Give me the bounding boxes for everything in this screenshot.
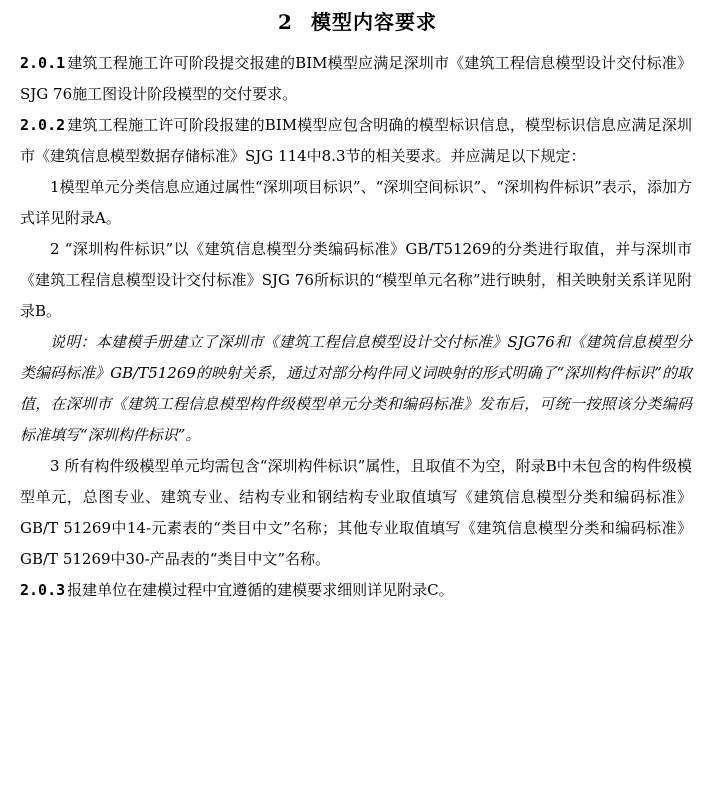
- section-number: 2: [278, 10, 293, 34]
- explanatory-note: 说明：本建模手册建立了深圳市《建筑工程信息模型设计交付标准》SJG76和《建筑信息模型分类编码标准》GB/T51269的映射关系，通过对部分构件同义词映射的形式明确了“深圳构件标识”的取值，在深圳市《建筑工程信息模型构件级模型单元分类和编码标准》发布后，可统一按照该分类编码标准填写“深圳构件标识”。: [20, 333, 692, 444]
- clause-number: 2.0.2: [20, 116, 66, 134]
- clause-text: 报建单位在建模过程中宜遵循的建模要求细则详见附录C。: [67, 581, 454, 599]
- clause-2-0-3: [20, 575, 692, 606]
- list-item-2: 2 “深圳构件标识”以《建筑信息模型分类编码标准》GB/T51269的分类进行取值，并与深圳市《建筑工程信息模型设计交付标准》SJG 76所标识的“模型单元名称”进行映射，相关映射关系详见附录B。: [20, 240, 692, 320]
- clause-number: 2.0.1: [20, 54, 66, 72]
- list-item-1: 1模型单元分类信息应通过属性“深圳项目标识”、“深圳空间标识”、“深圳构件标识”表示，添加方式详见附录A。: [20, 178, 692, 227]
- clause-2-0-1: [20, 48, 692, 110]
- document-body: [20, 48, 692, 606]
- section-title: [0, 8, 715, 36]
- clause-text: 建筑工程施工许可阶段提交报建的BIM模型应满足深圳市《建筑工程信息模型设计交付标准》SJG 76施工图设计阶段模型的交付要求。: [20, 54, 692, 103]
- clause-text: 建筑工程施工许可阶段报建的BIM模型应包含明确的模型标识信息，模型标识信息应满足深圳市《建筑信息模型数据存储标准》SJG 114中8.3节的相关要求。并应满足以下规定：: [20, 116, 692, 165]
- clause-2-0-2: [20, 110, 692, 172]
- clause-number: 2.0.3: [20, 581, 66, 599]
- list-item-3: 3 所有构件级模型单元均需包含“深圳构件标识”属性，且取值不为空，附录B中未包含的构件级模型单元，总图专业、建筑专业、结构专业和钢结构专业取值填写《建筑信息模型分类和编码标准》GB/T 51269中14-元素表的“类目中文”名称；其他专业取值填写《建筑信息模型分类和编码标准》GB/T 51269中30-产品表的“类目中文”名称。: [20, 457, 692, 568]
- section-title-text: 模型内容要求: [310, 10, 437, 34]
